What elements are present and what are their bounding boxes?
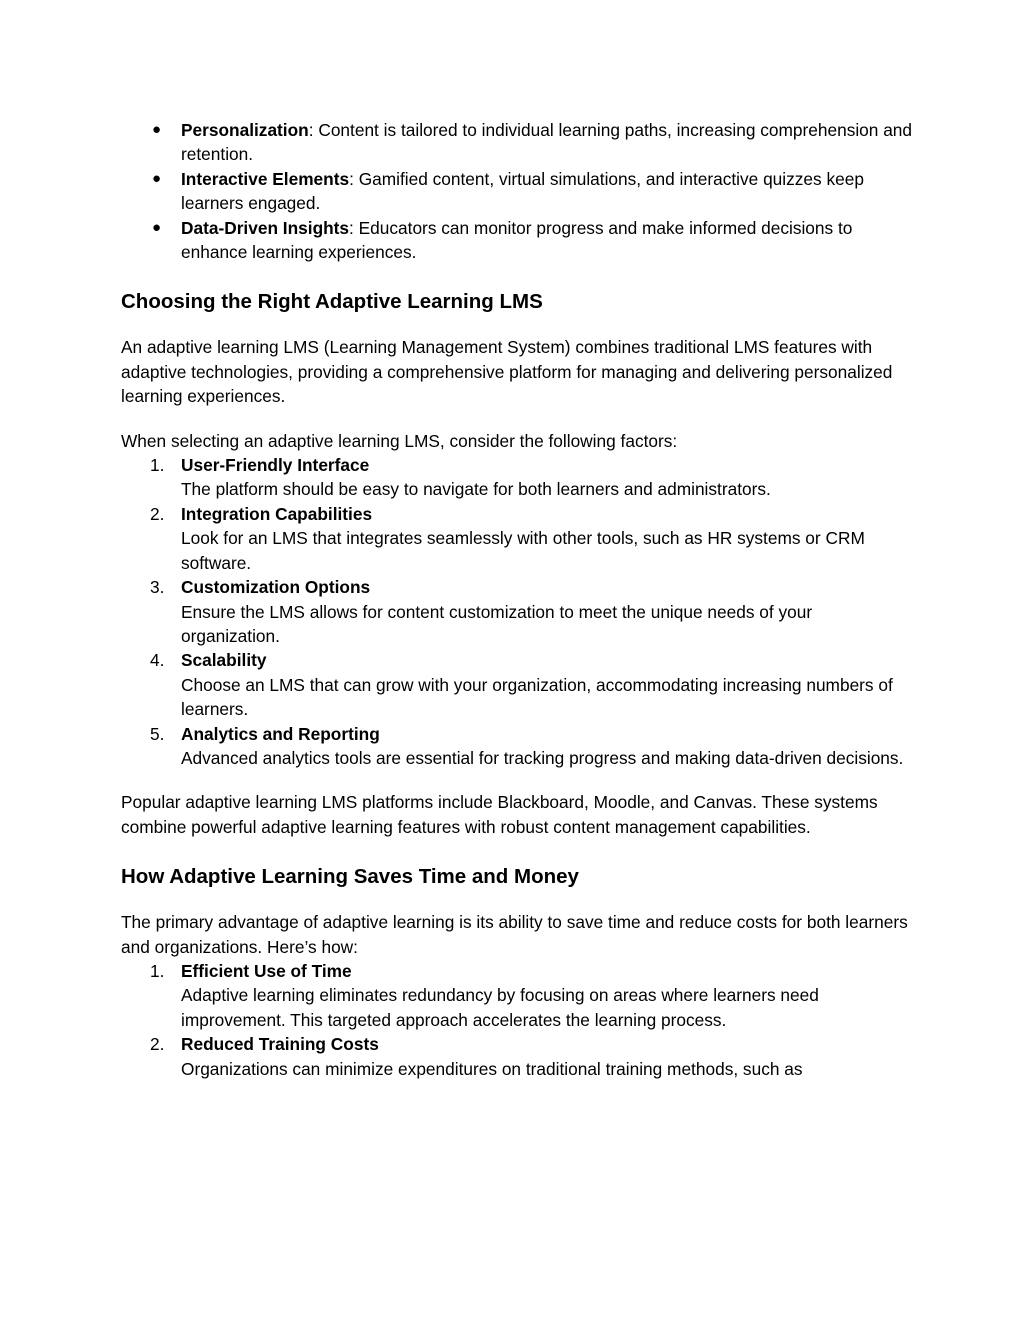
bullet-icon: ● bbox=[152, 169, 162, 187]
item-title: Scalability bbox=[181, 650, 267, 671]
item-description: Choose an LMS that can grow with your organization, accommodating increasing numbers of learners. bbox=[181, 674, 893, 720]
list-item bbox=[121, 1032, 914, 1081]
item-title: User-Friendly Interface bbox=[181, 455, 370, 476]
bullet-title: Personalization bbox=[181, 120, 309, 140]
list-number: 1. bbox=[150, 455, 165, 476]
item-title: Efficient Use of Time bbox=[181, 960, 352, 981]
feature-bullet-list bbox=[121, 118, 914, 264]
item-description: Advanced analytics tools are essential for tracking progress and making data-driven decisions. bbox=[181, 747, 904, 768]
list-item bbox=[121, 502, 914, 575]
section-heading-choosing-lms: Choosing the Right Adaptive Learning LMS bbox=[121, 290, 543, 314]
list-number: 5. bbox=[150, 723, 165, 744]
section-intro-paragraph: The primary advantage of adaptive learning is its ability to save time and reduce costs for both learners and organizations. Here’s how: bbox=[121, 912, 908, 957]
list-item bbox=[121, 959, 914, 1032]
section-intro-paragraph: An adaptive learning LMS (Learning Management System) combines traditional LMS features with adaptive technologies, providing a comprehensive platform for managing and delivering personalized learning experiences. bbox=[121, 337, 893, 407]
bullet-icon: ● bbox=[152, 121, 162, 138]
lms-factor-list bbox=[121, 453, 914, 770]
bullet-text: : Gamified content, virtual simulations, and interactive quizzes keep learners engaged. bbox=[181, 168, 864, 214]
bullet-icon: ● bbox=[152, 218, 162, 236]
item-description: Organizations can minimize expenditures on traditional training methods, such as bbox=[181, 1058, 803, 1079]
list-number: 3. bbox=[150, 577, 165, 598]
bullet-text: : Content is tailored to individual learning paths, increasing comprehension and retention. bbox=[181, 120, 913, 165]
advantages-list bbox=[121, 959, 914, 1081]
list-number: 2. bbox=[150, 1034, 165, 1055]
bullet-text: : Educators can monitor progress and make informed decisions to enhance learning experiences. bbox=[181, 217, 853, 263]
item-description: The platform should be easy to navigate for both learners and administrators. bbox=[181, 479, 771, 500]
list-item bbox=[121, 167, 914, 216]
section-heading-saves-time-money: How Adaptive Learning Saves Time and Money bbox=[121, 865, 579, 889]
list-item bbox=[121, 722, 914, 771]
item-title: Reduced Training Costs bbox=[181, 1034, 379, 1055]
item-description: Ensure the LMS allows for content customization to meet the unique needs of your organization. bbox=[181, 601, 813, 646]
list-item bbox=[121, 453, 914, 502]
list-item bbox=[121, 575, 914, 648]
item-title: Integration Capabilities bbox=[181, 503, 373, 524]
list-number: 4. bbox=[150, 650, 165, 671]
bullet-title: Interactive Elements bbox=[181, 168, 350, 189]
item-description: Look for an LMS that integrates seamlessly with other tools, such as HR systems or CRM software. bbox=[181, 528, 865, 573]
item-title: Analytics and Reporting bbox=[181, 723, 380, 744]
list-item bbox=[121, 216, 914, 265]
list-number: 1. bbox=[150, 960, 165, 981]
list-item bbox=[121, 648, 914, 721]
list-number: 2. bbox=[150, 503, 165, 524]
section-closing-paragraph: Popular adaptive learning LMS platforms include Blackboard, Moodle, and Canvas. These systems combine powerful adaptive learning features with robust content management capabilities. bbox=[121, 792, 878, 837]
item-title: Customization Options bbox=[181, 577, 371, 598]
section-lead-paragraph: When selecting an adaptive learning LMS, consider the following factors: bbox=[121, 430, 678, 451]
list-item bbox=[121, 118, 914, 167]
item-description: Adaptive learning eliminates redundancy by focusing on areas where learners need improvement. This targeted approach accelerates the learning process. bbox=[181, 985, 819, 1030]
bullet-title: Data-Driven Insights bbox=[181, 217, 350, 238]
